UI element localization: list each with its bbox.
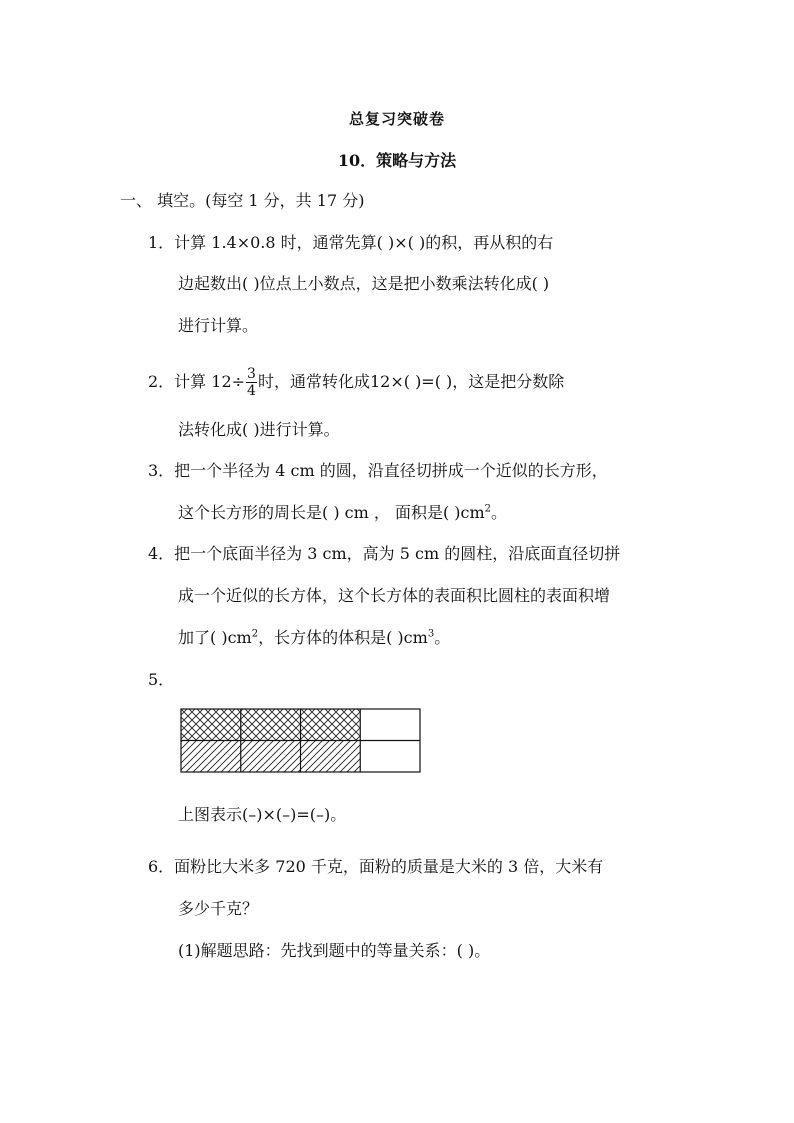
superscript: 2 xyxy=(484,503,492,515)
crosshatched-cell xyxy=(241,709,301,741)
sub-title: 10．策略与方法 xyxy=(337,151,457,170)
question-4-text-b: ，长方体的体积是( )cm xyxy=(258,628,428,647)
question-3-line-2 xyxy=(178,503,507,523)
fraction-numerator: 3 xyxy=(247,366,256,382)
crosshatched-cell xyxy=(181,709,241,741)
question-3-text: 这个长方形的周长是( ) cm ， 面积是( )cm xyxy=(178,503,485,522)
fraction xyxy=(246,366,257,399)
question-1-line-3: 进行计算。 xyxy=(178,316,259,335)
hatched-cell xyxy=(181,741,241,773)
question-4-line-3 xyxy=(178,628,450,648)
question-6-line-1: 6．面粉比大米多 720 千克，面粉的质量是大米的 3 倍，大米有 xyxy=(148,857,604,876)
question-4-line-2: 成一个近似的长方体，这个长方体的表面积比圆柱的表面积增 xyxy=(178,586,611,605)
question-6-line-3: (1)解题思路：先找到题中的等量关系：( )。 xyxy=(178,941,491,960)
question-4-line-1: 4．把一个底面半径为 3 cm，高为 5 cm 的圆柱，沿底面直径切拼 xyxy=(148,544,621,563)
superscript: 3 xyxy=(427,628,435,640)
section-title: 一、 填空。(每空 1 分，共 17 分) xyxy=(120,191,365,210)
superscript: 2 xyxy=(251,628,259,640)
fraction-denominator: 4 xyxy=(247,383,256,399)
main-title: 总复习突破卷 xyxy=(348,110,445,128)
hatched-cell xyxy=(241,741,301,773)
question-4-text-a: 加了( )cm xyxy=(178,628,252,647)
question-5-caption: 上图表示(–)×(–)=(–)。 xyxy=(178,805,347,824)
question-1-line-1: 1．计算 1.4×0.8 时，通常先算( )×( )的积，再从积的右 xyxy=(148,233,554,252)
question-2-text-a: 2．计算 12÷ xyxy=(148,372,246,391)
crosshatched-cell xyxy=(301,709,361,741)
question-3-line-1: 3．把一个半径为 4 cm 的圆，沿直径切拼成一个近似的长方形， xyxy=(148,461,608,480)
question-2-text-b: 时，通常转化成12×( )=( )，这是把分数除 xyxy=(257,372,565,391)
question-2-line-1 xyxy=(148,366,564,399)
question-6-line-2: 多少千克？ xyxy=(178,899,259,918)
question-1-line-2: 边起数出( )位点上小数点，这是把小数乘法转化成( ) xyxy=(178,274,550,293)
question-4-end: 。 xyxy=(434,628,451,647)
question-3-end: 。 xyxy=(491,503,508,522)
question-5-number: 5． xyxy=(148,670,175,689)
hatched-cell xyxy=(301,741,361,773)
fraction-grid-diagram xyxy=(180,708,421,773)
question-2-line-2: 法转化成( )进行计算。 xyxy=(178,420,340,439)
